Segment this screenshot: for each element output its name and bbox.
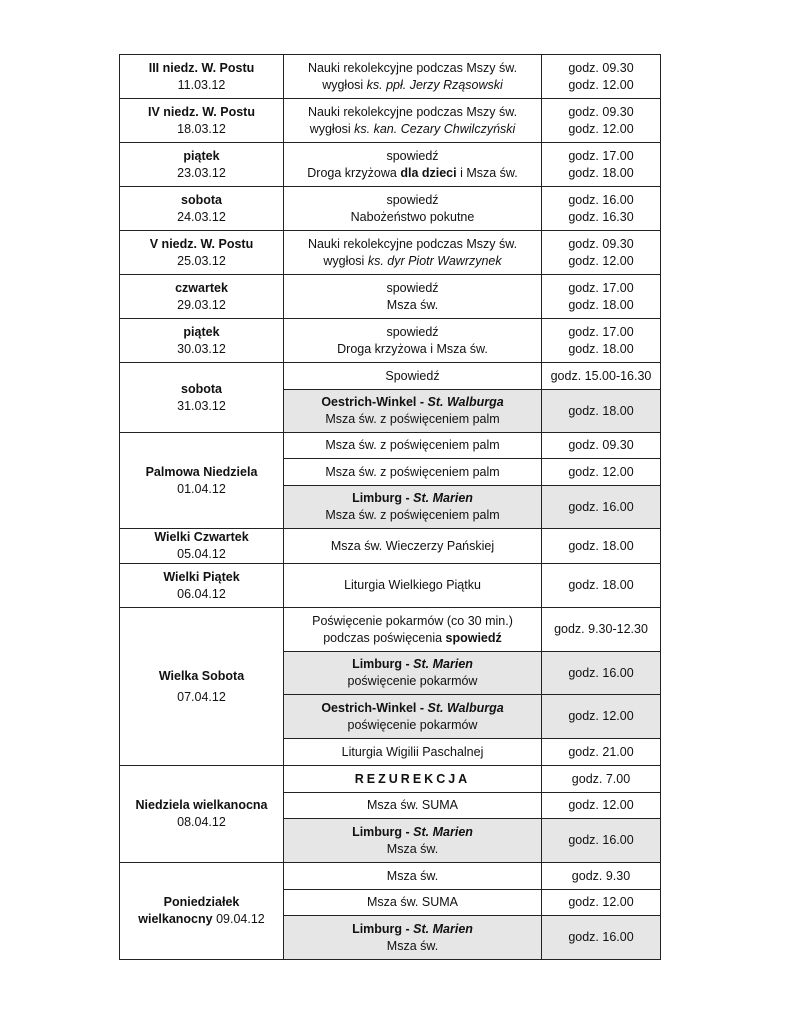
event-line: Nauki rekolekcyjne podczas Mszy św. [307,104,518,119]
event-line: spowiedź [386,148,439,163]
preacher-name: ks. ppł. Jerzy Rząsowski [366,77,503,92]
time-value: godz. 16.00 [568,499,634,514]
time-cell [542,916,661,960]
event-place: Limburg - [352,921,414,936]
day-cell [120,766,284,863]
time-value: godz. 09.30 [568,60,634,75]
event-line: Msza św. [386,868,439,883]
day-date: 25.03.12 [177,253,226,268]
day-name: piątek [183,324,220,339]
event-cell [284,187,542,231]
time-cell [542,564,661,608]
event-cell [284,231,542,275]
time-cell [542,863,661,890]
time-cell [542,143,661,187]
time-value: godz. 7.00 [571,771,631,786]
time-cell [542,529,661,564]
event-cell [284,529,542,564]
event-line: i Msza św. [456,165,518,180]
time-cell [542,459,661,486]
event-cell-highlight [284,652,542,695]
event-line: Msza św. SUMA [367,798,458,812]
time-value: godz. 18.00 [568,578,634,592]
day-name: V niedz. W. Postu [149,236,254,251]
time-value: godz. 12.00 [568,464,634,479]
event-line: poświęcenie pokarmów [347,717,478,732]
preacher-name: ks. kan. Cezary Chwilczyński [354,121,516,136]
day-name: Wielki Piątek [163,569,240,584]
event-cell [284,99,542,143]
time-cell [542,652,661,695]
time-value: godz. 16.00 [568,665,634,680]
day-date: 24.03.12 [177,209,226,224]
event-cell [284,863,542,890]
table-row [120,275,661,319]
day-cell [120,363,284,433]
day-name: Wielka Sobota [158,668,245,683]
time-value: godz. 17.00 [568,148,634,163]
time-value: godz. 21.00 [568,744,634,759]
event-line: Liturgia Wigilii Paschalnej [341,744,484,759]
day-date: 29.03.12 [177,297,226,312]
table-row [120,608,661,652]
day-cell [120,187,284,231]
event-place: Limburg - [352,491,414,505]
event-line: spowiedź [386,280,439,295]
time-cell [542,99,661,143]
event-line: Poświęcenie pokarmów (co 30 min.) [312,613,513,628]
event-cell [284,608,542,652]
event-line: Msza św. z poświęceniem palm [325,438,500,452]
event-line: Droga krzyżowa [307,165,401,180]
event-church: St. Marien [413,921,473,936]
time-value: godz. 12.00 [568,709,634,723]
event-church: St. Marien [413,491,473,505]
time-cell [542,363,661,390]
event-church: St. Walburga [427,700,504,715]
day-name: III niedz. W. Postu [148,60,255,75]
day-name: Poniedziałek [163,895,240,909]
event-cell [284,363,542,390]
time-value: godz. 18.00 [568,297,634,312]
event-cell [284,793,542,819]
day-cell [120,143,284,187]
time-cell [542,486,661,529]
day-cell [120,608,284,766]
day-cell [120,863,284,960]
time-value: godz. 18.00 [568,538,634,553]
event-cell-highlight [284,916,542,960]
event-cell [284,766,542,793]
event-place: Oestrich-Winkel - [321,395,428,409]
time-value: godz. 09.30 [568,104,634,119]
day-name: czwartek [175,280,228,295]
day-date: 08.04.12 [177,815,226,829]
event-line: Msza św. [386,841,439,856]
time-value: godz. 16.00 [568,192,634,207]
time-value: godz. 12.00 [568,798,634,812]
event-line: Msza św. [386,297,439,312]
day-cell [120,433,284,529]
table-row [120,564,661,608]
time-value: godz. 16.00 [568,833,634,847]
event-church: St. Marien [413,657,473,671]
time-value: godz. 12.00 [568,253,634,268]
preacher-name: ks. dyr Piotr Wawrzynek [367,253,502,268]
event-line: spowiedź [386,324,439,339]
time-value: godz. 12.00 [568,121,634,136]
time-value: godz. 16.30 [568,209,634,224]
event-line: Liturgia Wielkiego Piątku [344,578,481,592]
day-name: IV niedz. W. Postu [148,104,255,119]
event-line: wygłosi [309,121,355,136]
event-line: Msza św. z poświęceniem palm [325,508,500,522]
schedule-table [119,54,661,960]
day-cell [120,529,284,564]
event-cell [284,564,542,608]
event-cell [284,433,542,459]
event-place: Limburg - [352,824,414,839]
day-date: 31.03.12 [177,398,226,413]
event-line: Msza św. Wieczerzy Pańskiej [330,538,495,553]
event-church: St. Walburga [427,395,504,409]
time-value: godz. 12.00 [568,895,634,909]
event-line: spowiedź [386,192,439,207]
event-cell [284,55,542,99]
day-date: 01.04.12 [177,481,226,496]
day-cell [120,564,284,608]
time-cell [542,766,661,793]
time-value: godz. 9.30-12.30 [554,622,648,636]
day-date: 07.04.12 [177,689,226,704]
table-row [120,766,661,793]
day-cell [120,275,284,319]
time-value: godz. 17.00 [568,324,634,339]
time-value: godz. 17.00 [568,280,634,295]
event-line: podczas poświęcenia [323,630,446,645]
table-row [120,363,661,390]
event-cell [284,890,542,916]
time-value: godz. 09.30 [568,438,634,452]
time-cell [542,319,661,363]
time-cell [542,793,661,819]
event-place: Limburg - [352,657,414,671]
event-line: Nauki rekolekcyjne podczas Mszy św. [307,236,518,251]
time-value: godz. 09.30 [568,236,634,251]
event-cell-highlight [284,695,542,739]
day-cell [120,231,284,275]
table-row [120,529,661,564]
time-cell [542,433,661,459]
time-cell [542,275,661,319]
event-emphasis: dla dzieci [400,165,457,180]
time-value: godz. 18.00 [568,403,634,418]
time-cell [542,695,661,739]
event-cell [284,739,542,766]
table-row [120,55,661,99]
event-line: Nauki rekolekcyjne podczas Mszy św. [307,60,518,75]
day-date: 18.03.12 [177,121,226,136]
day-name: sobota [181,381,222,396]
day-cell [120,99,284,143]
time-cell [542,55,661,99]
table-row [120,143,661,187]
event-line: Msza św. z poświęceniem palm [325,412,500,426]
event-line: poświęcenie pokarmów [347,674,478,688]
time-cell [542,890,661,916]
event-cell [284,459,542,486]
event-line: wygłosi [322,77,367,92]
time-value: godz. 16.00 [568,930,634,944]
event-place: Oestrich-Winkel - [321,700,428,715]
time-cell [542,739,661,766]
day-date: 30.03.12 [177,341,226,356]
day-date: 11.03.12 [177,77,226,92]
day-cell [120,55,284,99]
event-cell-highlight [284,486,542,529]
day-cell [120,319,284,363]
day-name: Wielki Czwartek [154,530,249,544]
day-name: Niedziela wielkanocna [135,798,268,812]
event-line: Msza św. SUMA [367,895,458,909]
event-cell [284,143,542,187]
day-name: piątek [183,148,220,163]
event-line: wygłosi [323,253,368,268]
day-name: sobota [181,192,222,207]
event-cell-highlight [284,390,542,433]
time-value: godz. 12.00 [568,77,634,92]
time-cell [542,187,661,231]
day-date: 23.03.12 [177,165,226,180]
table-row [120,231,661,275]
time-cell [542,819,661,863]
event-church: St. Marien [413,824,473,839]
time-value: godz. 9.30 [571,868,631,883]
day-date: 05.04.12 [177,547,226,561]
day-date: 06.04.12 [177,586,226,601]
event-cell [284,275,542,319]
table-row [120,863,661,890]
time-value: godz. 18.00 [568,165,634,180]
table-row [120,99,661,143]
time-cell [542,231,661,275]
event-title: REZUREKCJA [354,771,471,786]
event-line: Msza św. [386,938,439,953]
event-line: Droga krzyżowa i Msza św. [337,341,488,356]
event-cell-highlight [284,819,542,863]
event-cell [284,319,542,363]
time-cell [542,390,661,433]
day-name: wielkanocny [138,912,213,926]
event-line: Spowiedź [385,368,440,383]
day-name: Palmowa Niedziela [145,464,258,479]
time-value: godz. 18.00 [568,341,634,356]
table-row [120,319,661,363]
event-emphasis: spowiedź [445,630,502,645]
table-row [120,433,661,459]
day-date: 09.04.12 [212,912,265,926]
time-cell [542,608,661,652]
time-value: godz. 15.00-16.30 [550,368,652,383]
event-line: Nabożeństwo pokutne [350,209,475,224]
event-line: Msza św. z poświęceniem palm [325,464,500,479]
table-row [120,187,661,231]
